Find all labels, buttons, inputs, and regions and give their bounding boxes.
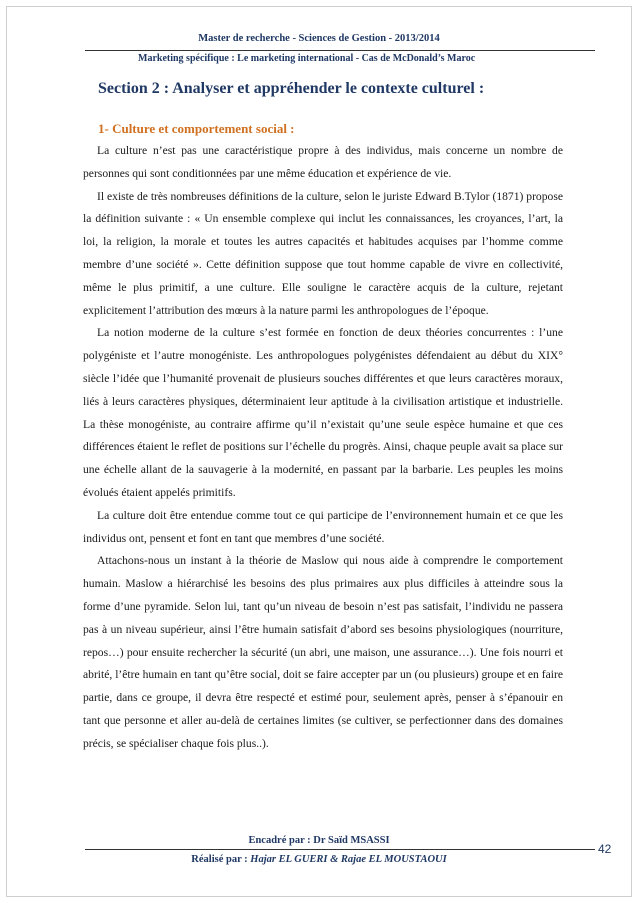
footer-divider (85, 849, 595, 850)
header-divider (85, 50, 595, 51)
paragraph: Il existe de très nombreuses définitions de la culture, selon le juriste Edward B.Tylor (1871) propose la définition suivante : « Un ensemble complexe qui inclut les connaissances, les croyances, l’art, la loi, la religion, la morale et toutes les autres capacités et habitudes acquises par l’homme comme membre d’une société ». Cette définition suppose que tout homme capable de vivre en collectivité, même le plus primitif, a une culture. Elle souligne le caractère acquis de la culture, rejetant explicitement l’attribution des mœurs à la nature parmi les anthropologues de l’époque. (83, 189, 563, 317)
paragraph: La culture doit être entendue comme tout ce qui participe de l’environnement humain et ce que les individus ont, pensent et font en tant que membres d’une société. (83, 508, 563, 545)
paragraph: Attachons-nous un instant à la théorie de Maslow qui nous aide à comprendre le comportement humain. Maslow a hiérarchisé les besoins des plus primaires aux plus difficiles à atteindre sous la forme d’une pyramide. Selon lui, tant qu’un niveau de besoin n’est pas satisfait, l’individu ne passera pas à un niveau supérieur, ainsi l’être humain satisfait d’abord ses besoins physiologiques (nourriture, repos…) pour ensuite rechercher la sécurité (un abri, une maison, une assurance…). Une fois nourri et abrité, l’être humain en tant qu’être social, doit se faire accepter par un (ou plusieurs) groupe et en faire partie, dans ce groupe, il devra être respecté et estimé pour, seulement après, penser à s’épanouir en tant que personne et aller au-delà de certaines limites (se cultiver, se perfectionner dans des domaines précis, se spécialiser chaque fois plus..). (83, 554, 563, 750)
page-number: 42 (598, 842, 612, 856)
footer-authors-label: Réalisé par : (191, 854, 251, 865)
subsection-title: 1- Culture et comportement social : (98, 121, 295, 136)
paragraph: La culture n’est pas une caractéristique propre à des individus, mais concerne un nombre de personnes qui sont conditionnées par une même éducation et expérience de vie. (83, 144, 563, 180)
header-master-title: Master de recherche - Sciences de Gestion - 2013/2014 (198, 33, 440, 44)
header-course-title: Marketing spécifique : Le marketing international - Cas de McDonald’s Maroc (138, 53, 476, 64)
section-title: Section 2 : Analyser et appréhender le contexte culturel : (98, 80, 485, 97)
body-text (83, 140, 563, 756)
footer-authors (0, 854, 638, 865)
footer-supervisor: Encadré par : Dr Saïd MSASSI (248, 835, 390, 846)
footer-authors-names: Hajar EL GUERI & Rajae EL MOUSTAOUI (250, 854, 447, 865)
paragraph: La notion moderne de la culture s’est formée en fonction de deux théories concurrentes : l’une polygéniste et l’autre monogéniste. Les anthropologues polygénistes défendaient au début du XIX° siècle l’idée que l’humanité provenait de plusieurs souches différentes et que leurs caractères moraux, liés à leurs caractères physiques, déterminaient leur aptitude à la civilisation artistique et industrielle. La thèse monogéniste, au contraire affirme qu’il n’existait qu’une seule espèce humaine et que ces différences étaient le reflet de positions sur l’échelle du progrès. Ainsi, chaque peuple avait sa place sur une échelle allant de la sauvagerie à la modernité, en passant par la barbarie. Les peuples les moins évolués étaient appelés primitifs. (83, 326, 563, 499)
